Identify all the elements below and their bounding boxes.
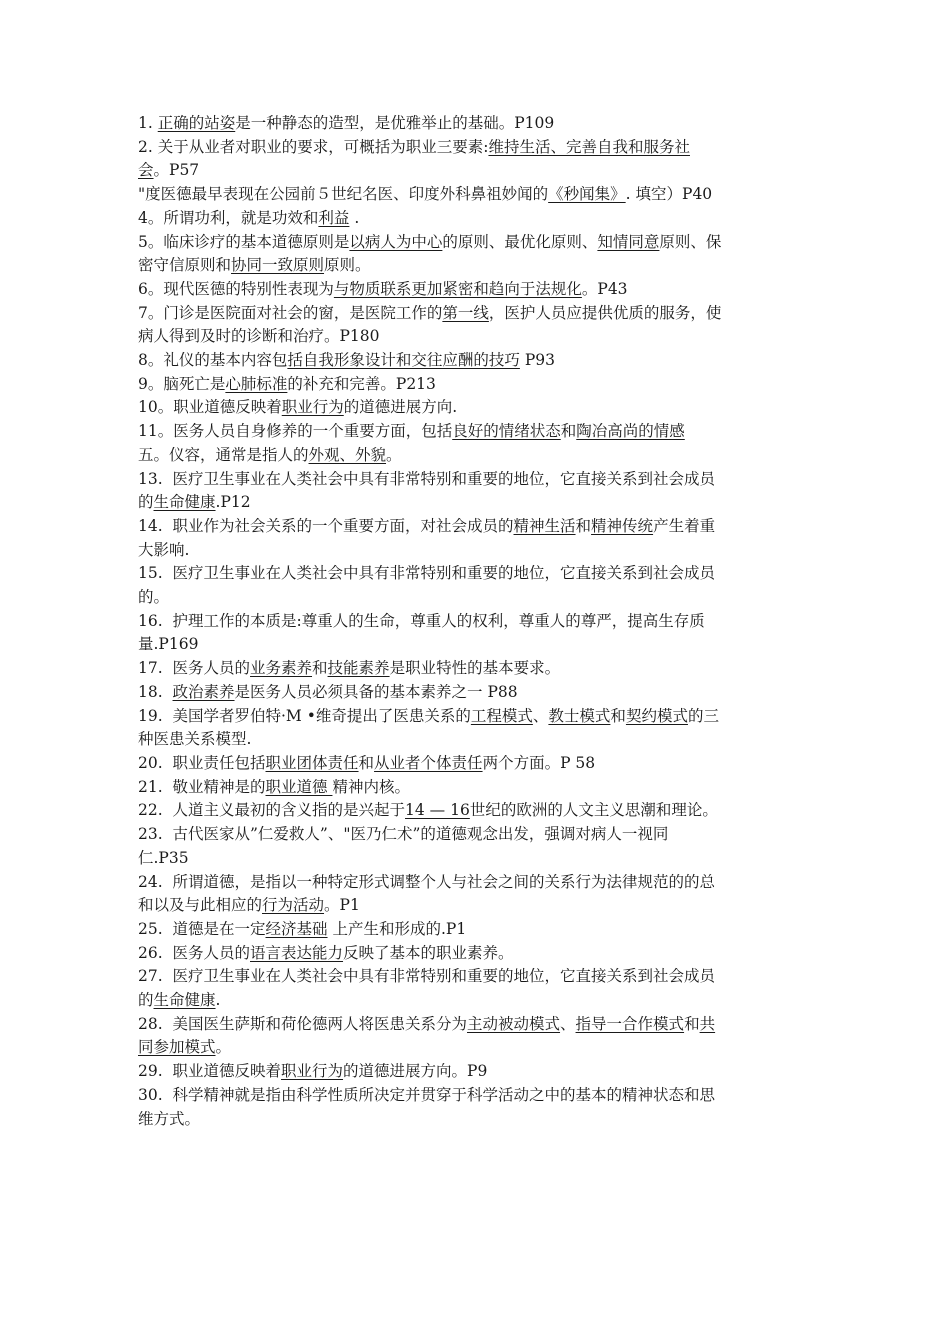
text-segment: 的。 <box>138 588 170 607</box>
list-item <box>138 207 828 231</box>
underlined-answer: 外观、外貌 <box>308 445 387 464</box>
underlined-answer: 业务素养 <box>250 659 313 678</box>
text-segment: 的道德进展方向. <box>343 398 458 417</box>
text-segment: 原则、保 <box>659 232 722 251</box>
text-line <box>138 657 828 681</box>
text-line <box>138 278 828 302</box>
text-segment: 密守信原则和 <box>138 256 232 275</box>
text-segment: 20. 职业责任包括 <box>138 753 266 772</box>
underlined-answer: 正确的站姿 <box>157 114 236 132</box>
text-line <box>138 1084 828 1108</box>
text-line <box>138 942 828 966</box>
underlined-answer: 协同一致原则 <box>231 256 325 275</box>
text-line <box>138 965 828 989</box>
underlined-answer: 职业行为 <box>281 398 344 417</box>
text-segment: 维方式。 <box>138 1109 201 1128</box>
underlined-answer: 经济基础 <box>265 919 328 938</box>
text-segment: 8。礼仪的基本内容包 <box>138 351 288 370</box>
text-line <box>138 491 828 515</box>
text-segment: 29. 职业道德反映着 <box>138 1062 282 1081</box>
text-segment: 的原则、最优化原则、 <box>442 232 598 251</box>
text-segment: 。P57 <box>153 161 200 180</box>
text-segment: . <box>349 208 360 227</box>
underlined-answer: 技能素养 <box>327 659 390 678</box>
list-item <box>138 1060 828 1084</box>
text-line <box>138 799 828 823</box>
text-segment: 和 <box>312 659 328 678</box>
text-segment: 6。现代医德的特别性表现为 <box>138 279 334 298</box>
list-item <box>138 468 828 515</box>
text-line <box>138 1060 828 1084</box>
text-segment: 和 <box>684 1014 700 1033</box>
text-segment: 是职业特性的基本要求。 <box>389 659 561 678</box>
list-item <box>138 776 828 800</box>
text-segment: 病人得到及时的诊断和治疗。P180 <box>138 327 380 346</box>
text-segment: 两个方面。P 58 <box>482 753 596 772</box>
text-segment: 大影响. <box>138 540 190 559</box>
underlined-answer: 共 <box>699 1014 716 1033</box>
underlined-answer: 生命健康 <box>153 991 216 1010</box>
text-segment: 27. 医疗卫生事业在人类社会中具有非常特别和重要的地位，它直接关系到社会成员 <box>138 967 716 986</box>
text-line <box>138 989 828 1013</box>
question-list <box>138 112 828 1131</box>
text-segment: 的 <box>138 991 154 1010</box>
list-item <box>138 823 828 870</box>
text-segment: 16. 护理工作的本质是:尊重人的生命，尊重人的权利，尊重人的尊严，提高生存质 <box>138 611 705 630</box>
underlined-answer: 精神生活 <box>513 516 576 535</box>
text-segment: 是一种静态的造型，是优雅举止的基础。P109 <box>235 114 555 132</box>
list-item <box>138 871 828 918</box>
text-segment: 和 <box>575 516 592 535</box>
underlined-answer: 维持生活、完善自我和服务社 <box>488 137 690 156</box>
text-line <box>138 539 828 563</box>
text-segment: 的 <box>138 493 154 512</box>
underlined-answer: 利益 <box>318 208 350 227</box>
text-line <box>138 610 828 634</box>
text-line <box>138 894 828 918</box>
text-segment: 22. 人道主义最初的含义指的是兴起于 <box>138 801 406 820</box>
underlined-answer: 职业团体责任 <box>265 753 359 772</box>
underlined-answer: 第一线 <box>442 303 489 322</box>
text-segment: 7。门诊是医院面对社会的窗，是医院工作的 <box>138 303 443 322</box>
text-segment: 26. 医务人员的 <box>138 943 251 962</box>
text-line <box>138 918 828 942</box>
list-item <box>138 681 828 705</box>
list-item <box>138 231 828 278</box>
underlined-answer: 精神传统 <box>591 516 654 535</box>
text-segment: 。 <box>215 1038 232 1057</box>
text-line <box>138 254 828 278</box>
text-line <box>138 681 828 705</box>
text-line <box>138 847 828 871</box>
underlined-answer: 与物质联系更加紧密和趋向于法规化 <box>333 279 582 298</box>
text-segment: 4。所谓功利，就是功效和 <box>138 208 319 227</box>
underlined-answer: 从业者个体责任 <box>374 753 483 772</box>
underlined-answer: 良好的情绪状态 <box>452 422 561 441</box>
text-segment: 和 <box>610 706 626 725</box>
text-line <box>138 444 828 468</box>
underlined-answer: 14 — 16 <box>405 801 470 820</box>
text-line <box>138 728 828 752</box>
text-segment: 五。仪容，通常是指人的 <box>138 445 309 464</box>
text-line <box>138 231 828 255</box>
list-item <box>138 799 828 823</box>
list-item <box>138 752 828 776</box>
underlined-answer: 陶冶高尚的情感 <box>576 422 685 441</box>
text-segment: 、 <box>532 706 549 725</box>
list-item <box>138 373 828 397</box>
underlined-answer: 工程模式 <box>470 706 533 725</box>
text-segment: 上产生和形成的.P1 <box>327 919 467 938</box>
underlined-answer: 括自我形象设计和交往应酬的技巧 <box>287 351 520 370</box>
text-line <box>138 207 828 231</box>
text-segment: P93 <box>519 351 555 370</box>
text-segment: 反映了基本的职业素养。 <box>343 943 514 962</box>
text-line <box>138 349 828 373</box>
underlined-answer: 行为活动 <box>262 896 325 915</box>
text-line <box>138 515 828 539</box>
text-line <box>138 1108 828 1132</box>
text-segment: ，医护人员应提供优质的服务，使 <box>488 303 722 322</box>
list-item <box>138 1013 828 1060</box>
list-item <box>138 183 828 207</box>
list-item <box>138 942 828 966</box>
text-line <box>138 468 828 492</box>
list-item <box>138 278 828 302</box>
text-segment: 17. 医务人员的 <box>138 659 251 678</box>
list-item <box>138 420 828 444</box>
underlined-answer: 契约模式 <box>625 706 688 725</box>
list-item <box>138 302 828 349</box>
text-segment: 和 <box>560 422 577 441</box>
text-segment: 2. 关于从业者对职业的要求，可概括为职业三要素: <box>138 137 489 156</box>
text-segment: 28. 美国医生萨斯和荷伦德两人将医患关系分为 <box>138 1014 468 1033</box>
text-line <box>138 420 828 444</box>
text-segment: 5。临床诊疗的基本道德原则是 <box>138 232 350 251</box>
list-item <box>138 349 828 373</box>
text-line <box>138 823 828 847</box>
text-segment: 和以及与此相应的 <box>138 896 263 915</box>
text-segment: 产生着重 <box>653 516 716 535</box>
text-segment: 1. <box>138 114 158 132</box>
text-segment: 23. 古代医家从”仁爱救人”、"医乃仁术”的道德观念出发，强调对病人一视同 <box>138 825 669 844</box>
text-line <box>138 136 828 160</box>
text-segment: 仁.P35 <box>138 848 189 867</box>
text-segment: "度医德最早表现在公园前５世纪名医、印度外科鼻祖妙闻的 <box>138 185 549 204</box>
list-item <box>138 396 828 420</box>
underlined-answer: 以病人为中心 <box>349 232 443 251</box>
text-segment: 和 <box>358 753 375 772</box>
text-segment: 25. 道德是在一定 <box>138 919 266 938</box>
underlined-answer: 职业行为 <box>281 1062 344 1081</box>
text-segment: 是医务人员必须具备的基本素养之一 P88 <box>234 682 518 701</box>
underlined-answer: 政治素养 <box>172 682 235 701</box>
underlined-answer: 语言表达能力 <box>250 943 344 962</box>
text-line <box>138 302 828 326</box>
text-segment: 13. 医疗卫生事业在人类社会中具有非常特别和重要的地位，它直接关系到社会成员 <box>138 469 716 488</box>
underlined-answer: 同参加模式 <box>138 1038 216 1057</box>
text-line <box>138 159 828 183</box>
text-segment: 21. 敬业精神是的 <box>138 777 266 796</box>
text-segment: 的道德进展方向。P9 <box>343 1062 488 1081</box>
text-line <box>138 183 828 207</box>
text-segment: 的补充和完善。P213 <box>287 374 436 393</box>
text-line <box>138 112 828 136</box>
text-segment: 、 <box>560 1014 576 1033</box>
underlined-answer: 职业道德 <box>265 777 333 796</box>
text-segment: 15. 医疗卫生事业在人类社会中具有非常特别和重要的地位，它直接关系到社会成员 <box>138 564 716 583</box>
text-line <box>138 562 828 586</box>
text-segment: . 填空）P40 <box>625 185 713 204</box>
text-line <box>138 586 828 610</box>
text-line <box>138 752 828 776</box>
text-segment: 量.P169 <box>138 635 199 654</box>
text-line <box>138 1013 828 1037</box>
text-segment: 。P43 <box>581 279 628 298</box>
underlined-answer: 指导一合作模式 <box>575 1014 685 1033</box>
list-item <box>138 705 828 752</box>
text-segment: 世纪的欧洲的人文主义思潮和理论。 <box>469 801 718 820</box>
text-line <box>138 871 828 895</box>
underlined-answer: 主动被动模式 <box>467 1014 561 1033</box>
text-segment: .P12 <box>215 493 251 512</box>
text-segment: 18. <box>138 682 173 701</box>
text-segment: 9。脑死亡是 <box>138 374 226 393</box>
text-segment: 30. 科学精神就是指由科学性质所决定并贯穿于科学活动之中的基本的精神状态和思 <box>138 1085 716 1104</box>
underlined-answer: 生命健康 <box>153 493 216 512</box>
text-segment: 24. 所谓道德，是指以一种特定形式调整个人与社会之间的关系行为法律规范的的总 <box>138 872 716 891</box>
text-line <box>138 633 828 657</box>
list-item <box>138 562 828 609</box>
text-line <box>138 705 828 729</box>
text-segment: 14. 职业作为社会关系的一个重要方面，对社会成员的 <box>138 516 514 535</box>
text-line <box>138 1036 828 1060</box>
text-segment: . <box>215 991 221 1010</box>
list-item <box>138 918 828 942</box>
text-segment: 种医患关系模型. <box>138 730 252 749</box>
text-segment: 原则。 <box>324 256 371 275</box>
text-segment: 。P1 <box>324 896 360 915</box>
text-segment: 。 <box>386 445 402 464</box>
text-segment: 11。医务人员自身修养的一个重要方面，包括 <box>138 422 453 441</box>
underlined-answer: 《秒闻集》 <box>548 185 626 204</box>
underlined-answer: 知情同意 <box>597 232 660 251</box>
list-item <box>138 1084 828 1131</box>
list-item <box>138 610 828 657</box>
text-segment: 10。职业道德反映着 <box>138 398 282 417</box>
text-segment: 的三 <box>687 706 719 725</box>
text-line <box>138 373 828 397</box>
underlined-answer: 教士模式 <box>548 706 611 725</box>
list-item <box>138 444 828 468</box>
text-segment: 精神内核。 <box>332 777 410 796</box>
text-segment: 19. 美国学者罗伯特·M •维奇提出了医患关系的 <box>138 706 471 725</box>
list-item <box>138 136 828 183</box>
text-line <box>138 396 828 420</box>
underlined-answer: 会 <box>138 161 154 180</box>
list-item <box>138 965 828 1012</box>
underlined-answer: 心肺标准 <box>225 374 288 393</box>
text-line <box>138 776 828 800</box>
list-item <box>138 515 828 562</box>
list-item <box>138 657 828 681</box>
text-line <box>138 325 828 349</box>
list-item <box>138 112 828 136</box>
